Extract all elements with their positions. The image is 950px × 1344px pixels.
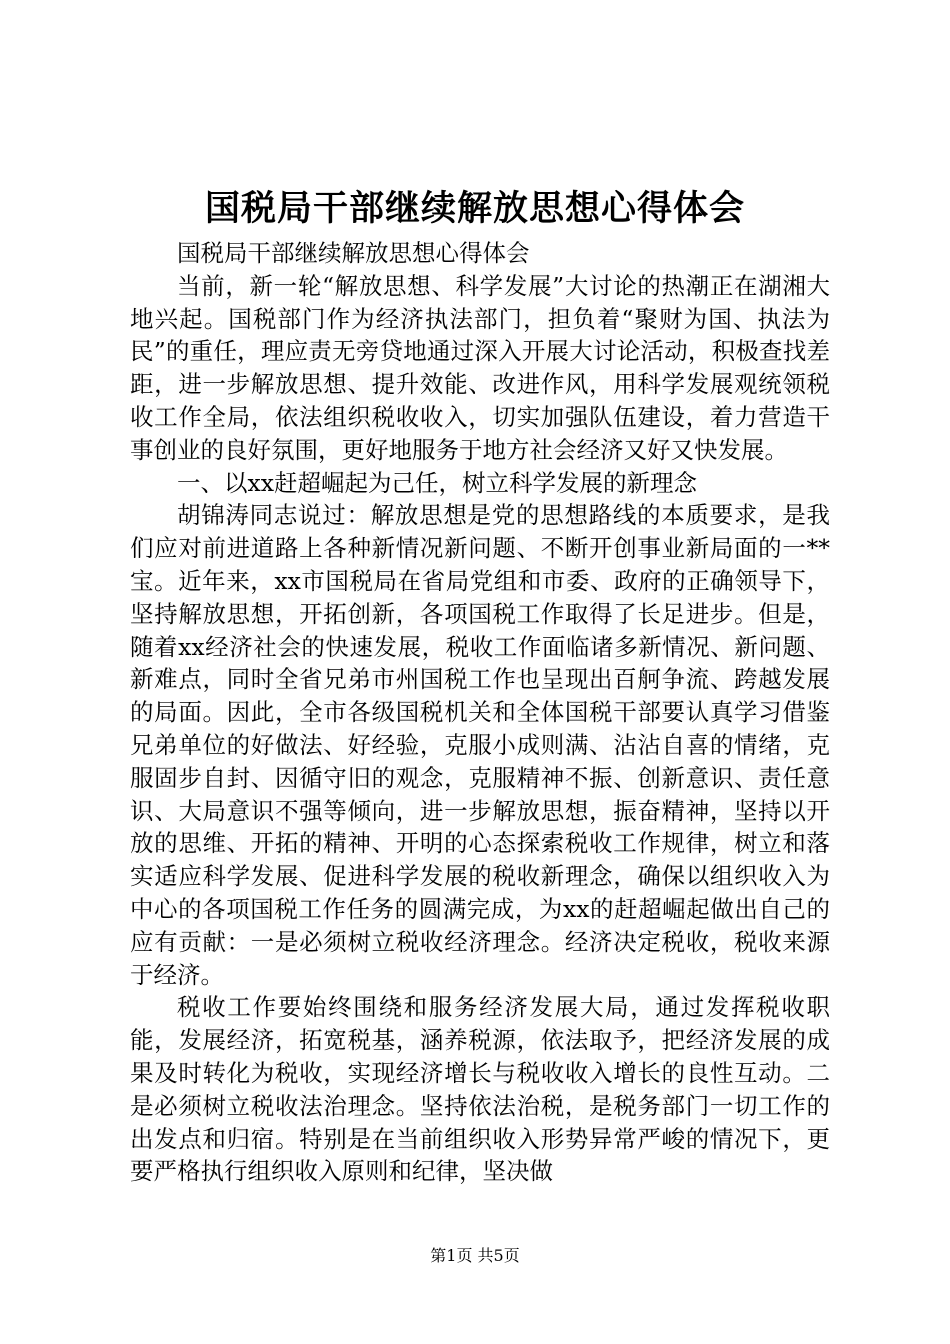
page-number-footer: 第1页 共5页 — [430, 1246, 520, 1265]
paragraph-intro: 当前，新一轮“解放思想、科学发展”大讨论的热潮正在湖湘大地兴起。国税部门作为经济执法部门，担负着“聚财为国、执法为民”的重任，理应责无旁贷地通过深入开展大讨论活动，积极查找差距，进一步解放思想、提升效能、改进作风，用科学发展观统领税收工作全局，依法组织税收收入，切实加强队伍建设，着力营造干事创业的良好氛围，更好地服务于地方社会经济又好又快发展。 — [130, 271, 830, 464]
paragraph-section-1: 胡锦涛同志说过：解放思想是党的思想路线的本质要求，是我们应对前进道路上各种新情况新问题、不断开创事业新局面的一**宝。近年来，xx市国税局在省局党组和市委、政府的正确领导下，坚持解放思想，开拓创新，各项国税工作取得了长足进步。但是，随着xx经济社会的快速发展，税收工作面临诸多新情况、新问题、新难点，同时全省兄弟市州国税工作也呈现出百舸争流、跨越发展的局面。因此，全市各级国税机关和全体国税干部要认真学习借鉴兄弟单位的好做法、好经验，克服小成则满、沾沾自喜的情绪，克服固步自封、因循守旧的观念，克服精神不振、创新意识、责任意识、大局意识不强等倾向，进一步解放思想，振奋精神，坚持以开放的思维、开拓的精神、开明的心态探索税收工作规律，树立和落实适应科学发展、促进科学发展的税收新理念，确保以组织收入为中心的各项国税工作任务的圆满完成，为xx的赶超崛起做出自己的应有贡献：一是必须树立税收经济理念。经济决定税收，税收来源于经济。 — [130, 501, 830, 989]
paragraph-section-1-cont: 税收工作要始终围绕和服务经济发展大局，通过发挥税收职能，发展经济，拓宽税基，涵养税源，依法取予，把经济发展的成果及时转化为税收，实现经济增长与税收收入增长的良性互动。二是必须树立税收法治理念。坚持依法治税，是税务部门一切工作的出发点和归宿。特别是在当前组织收入形势异常严峻的情况下，更要严格执行组织收入原则和纪律，坚决做 — [130, 993, 830, 1186]
section-heading-1: 一、以xx赶超崛起为己任，树立科学发展的新理念 — [177, 468, 698, 497]
document-title: 国税局干部继续解放思想心得体会 — [204, 188, 745, 229]
document-body — [130, 237, 830, 1188]
paragraph-subtitle: 国税局干部继续解放思想心得体会 — [177, 239, 530, 267]
